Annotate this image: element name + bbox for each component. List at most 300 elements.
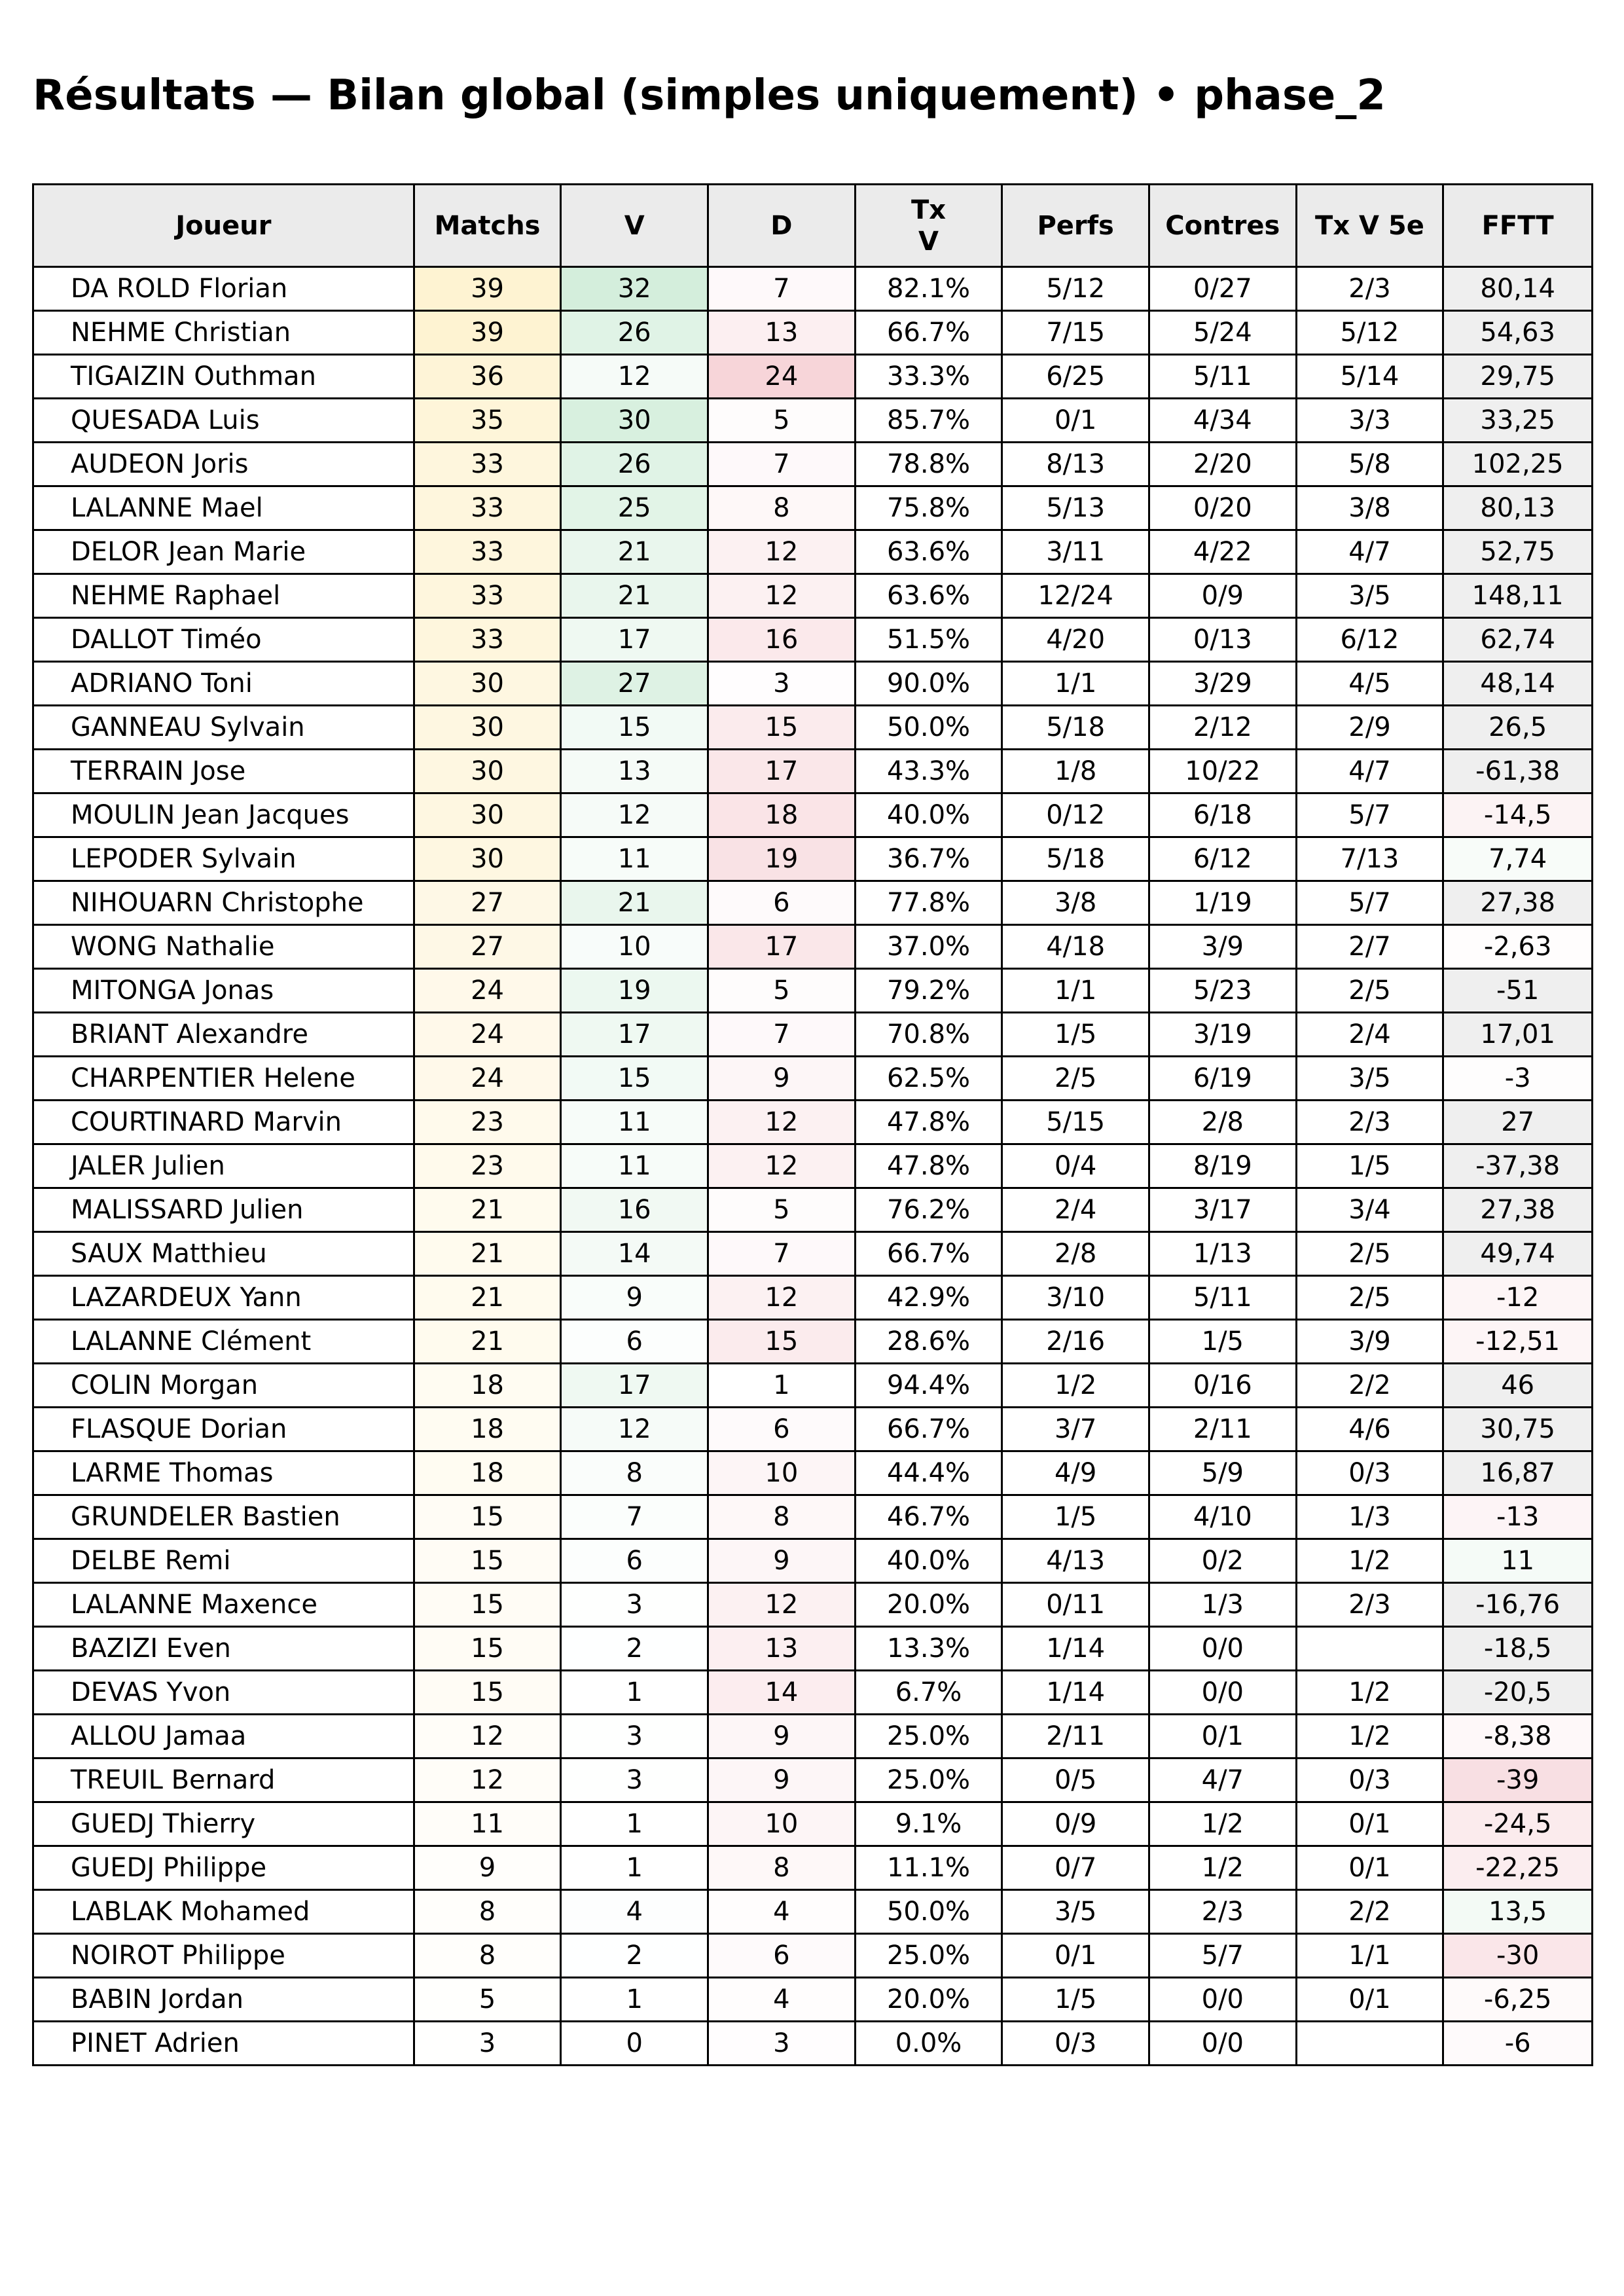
perfs-cell: 1/14 bbox=[1002, 1671, 1149, 1715]
fftt-cell: 11 bbox=[1443, 1539, 1593, 1583]
fftt-cell: 27 bbox=[1443, 1101, 1593, 1144]
perfs-cell: 5/18 bbox=[1002, 837, 1149, 881]
win-rate-5e-cell: 2/5 bbox=[1296, 1276, 1443, 1320]
matchs-cell: 24 bbox=[414, 969, 561, 1013]
win-rate-cell: 78.8% bbox=[855, 443, 1002, 486]
win-rate-5e-cell: 3/9 bbox=[1296, 1320, 1443, 1364]
perfs-cell: 1/5 bbox=[1002, 1013, 1149, 1057]
win-rate-5e-cell: 1/5 bbox=[1296, 1144, 1443, 1188]
column-header-tx-v[interactable]: Tx V bbox=[855, 185, 1002, 267]
wins-cell: 26 bbox=[561, 443, 708, 486]
win-rate-cell: 40.0% bbox=[855, 1539, 1002, 1583]
wins-cell: 21 bbox=[561, 881, 708, 925]
player-name: QUESADA Luis bbox=[33, 399, 414, 443]
column-header-matchs[interactable]: Matchs bbox=[414, 185, 561, 267]
table-row bbox=[33, 793, 1593, 837]
losses-cell: 9 bbox=[708, 1715, 856, 1758]
fftt-cell: -39 bbox=[1443, 1758, 1593, 1802]
contres-cell: 2/8 bbox=[1149, 1101, 1296, 1144]
wins-cell: 21 bbox=[561, 530, 708, 574]
wins-cell: 11 bbox=[561, 837, 708, 881]
contres-cell: 3/19 bbox=[1149, 1013, 1296, 1057]
perfs-cell: 2/5 bbox=[1002, 1057, 1149, 1101]
fftt-cell: -22,25 bbox=[1443, 1846, 1593, 1890]
fftt-cell: 49,74 bbox=[1443, 1232, 1593, 1276]
player-name: NOIROT Philippe bbox=[33, 1934, 414, 1978]
matchs-cell: 33 bbox=[414, 574, 561, 618]
perfs-cell: 0/1 bbox=[1002, 399, 1149, 443]
table-row bbox=[33, 355, 1593, 399]
matchs-cell: 21 bbox=[414, 1320, 561, 1364]
fftt-cell: 13,5 bbox=[1443, 1890, 1593, 1934]
player-name: GUEDJ Thierry bbox=[33, 1802, 414, 1846]
player-name: CHARPENTIER Helene bbox=[33, 1057, 414, 1101]
player-name: BAZIZI Even bbox=[33, 1627, 414, 1671]
losses-cell: 12 bbox=[708, 1276, 856, 1320]
wins-cell: 1 bbox=[561, 1978, 708, 2022]
win-rate-5e-cell: 2/3 bbox=[1296, 1583, 1443, 1627]
perfs-cell: 5/12 bbox=[1002, 267, 1149, 311]
win-rate-cell: 63.6% bbox=[855, 530, 1002, 574]
win-rate-5e-cell: 5/12 bbox=[1296, 311, 1443, 355]
losses-cell: 8 bbox=[708, 486, 856, 530]
win-rate-cell: 47.8% bbox=[855, 1144, 1002, 1188]
wins-cell: 3 bbox=[561, 1715, 708, 1758]
table-row bbox=[33, 1013, 1593, 1057]
matchs-cell: 27 bbox=[414, 925, 561, 969]
table-row bbox=[33, 1934, 1593, 1978]
table-row bbox=[33, 574, 1593, 618]
win-rate-cell: 70.8% bbox=[855, 1013, 1002, 1057]
column-header-joueur[interactable]: Joueur bbox=[33, 185, 414, 267]
matchs-cell: 39 bbox=[414, 311, 561, 355]
contres-cell: 0/1 bbox=[1149, 1715, 1296, 1758]
perfs-cell: 1/1 bbox=[1002, 969, 1149, 1013]
matchs-cell: 11 bbox=[414, 1802, 561, 1846]
table-row bbox=[33, 1671, 1593, 1715]
win-rate-cell: 66.7% bbox=[855, 1408, 1002, 1451]
contres-cell: 0/20 bbox=[1149, 486, 1296, 530]
win-rate-cell: 6.7% bbox=[855, 1671, 1002, 1715]
win-rate-5e-cell: 4/5 bbox=[1296, 662, 1443, 706]
wins-cell: 21 bbox=[561, 574, 708, 618]
win-rate-cell: 11.1% bbox=[855, 1846, 1002, 1890]
contres-cell: 5/7 bbox=[1149, 1934, 1296, 1978]
perfs-cell: 6/25 bbox=[1002, 355, 1149, 399]
contres-cell: 5/9 bbox=[1149, 1451, 1296, 1495]
contres-cell: 0/13 bbox=[1149, 618, 1296, 662]
fftt-cell: -8,38 bbox=[1443, 1715, 1593, 1758]
perfs-cell: 1/8 bbox=[1002, 750, 1149, 793]
table-row bbox=[33, 267, 1593, 311]
losses-cell: 9 bbox=[708, 1057, 856, 1101]
table-row bbox=[33, 443, 1593, 486]
perfs-cell: 7/15 bbox=[1002, 311, 1149, 355]
win-rate-5e-cell: 2/5 bbox=[1296, 969, 1443, 1013]
matchs-cell: 18 bbox=[414, 1451, 561, 1495]
win-rate-cell: 94.4% bbox=[855, 1364, 1002, 1408]
player-name: TERRAIN Jose bbox=[33, 750, 414, 793]
win-rate-5e-cell: 5/14 bbox=[1296, 355, 1443, 399]
wins-cell: 2 bbox=[561, 1934, 708, 1978]
table-row bbox=[33, 1846, 1593, 1890]
table-row bbox=[33, 1890, 1593, 1934]
matchs-cell: 21 bbox=[414, 1276, 561, 1320]
win-rate-cell: 76.2% bbox=[855, 1188, 1002, 1232]
matchs-cell: 33 bbox=[414, 443, 561, 486]
losses-cell: 5 bbox=[708, 399, 856, 443]
perfs-cell: 3/8 bbox=[1002, 881, 1149, 925]
win-rate-cell: 42.9% bbox=[855, 1276, 1002, 1320]
wins-cell: 12 bbox=[561, 793, 708, 837]
contres-cell: 3/17 bbox=[1149, 1188, 1296, 1232]
win-rate-cell: 25.0% bbox=[855, 1715, 1002, 1758]
perfs-cell: 4/18 bbox=[1002, 925, 1149, 969]
win-rate-5e-cell: 0/3 bbox=[1296, 1758, 1443, 1802]
perfs-cell: 2/4 bbox=[1002, 1188, 1149, 1232]
matchs-cell: 18 bbox=[414, 1364, 561, 1408]
fftt-cell: -37,38 bbox=[1443, 1144, 1593, 1188]
wins-cell: 17 bbox=[561, 1364, 708, 1408]
contres-cell: 0/0 bbox=[1149, 2022, 1296, 2066]
fftt-cell: -14,5 bbox=[1443, 793, 1593, 837]
perfs-cell: 8/13 bbox=[1002, 443, 1149, 486]
losses-cell: 3 bbox=[708, 662, 856, 706]
losses-cell: 9 bbox=[708, 1539, 856, 1583]
table-row bbox=[33, 1715, 1593, 1758]
perfs-cell: 3/10 bbox=[1002, 1276, 1149, 1320]
wins-cell: 16 bbox=[561, 1188, 708, 1232]
matchs-cell: 18 bbox=[414, 1408, 561, 1451]
player-name: NIHOUARN Christophe bbox=[33, 881, 414, 925]
perfs-cell: 5/18 bbox=[1002, 706, 1149, 750]
column-header-fftt[interactable]: FFTT bbox=[1443, 185, 1593, 267]
player-name: SAUX Matthieu bbox=[33, 1232, 414, 1276]
wins-cell: 6 bbox=[561, 1539, 708, 1583]
table-row bbox=[33, 881, 1593, 925]
fftt-cell: 33,25 bbox=[1443, 399, 1593, 443]
win-rate-5e-cell: 0/1 bbox=[1296, 1846, 1443, 1890]
perfs-cell: 1/14 bbox=[1002, 1627, 1149, 1671]
fftt-cell: 102,25 bbox=[1443, 443, 1593, 486]
win-rate-5e-cell: 5/8 bbox=[1296, 443, 1443, 486]
perfs-cell: 4/9 bbox=[1002, 1451, 1149, 1495]
win-rate-cell: 37.0% bbox=[855, 925, 1002, 969]
perfs-cell: 2/8 bbox=[1002, 1232, 1149, 1276]
losses-cell: 14 bbox=[708, 1671, 856, 1715]
losses-cell: 4 bbox=[708, 1890, 856, 1934]
win-rate-5e-cell: 1/1 bbox=[1296, 1934, 1443, 1978]
contres-cell: 6/18 bbox=[1149, 793, 1296, 837]
win-rate-5e-cell: 3/5 bbox=[1296, 1057, 1443, 1101]
win-rate-cell: 20.0% bbox=[855, 1978, 1002, 2022]
wins-cell: 0 bbox=[561, 2022, 708, 2066]
wins-cell: 17 bbox=[561, 1013, 708, 1057]
perfs-cell: 12/24 bbox=[1002, 574, 1149, 618]
fftt-cell: -12,51 bbox=[1443, 1320, 1593, 1364]
losses-cell: 3 bbox=[708, 2022, 856, 2066]
win-rate-5e-cell: 2/2 bbox=[1296, 1890, 1443, 1934]
contres-cell: 2/11 bbox=[1149, 1408, 1296, 1451]
table-row bbox=[33, 1978, 1593, 2022]
player-name: NEHME Raphael bbox=[33, 574, 414, 618]
contres-cell: 2/3 bbox=[1149, 1890, 1296, 1934]
matchs-cell: 30 bbox=[414, 793, 561, 837]
perfs-cell: 0/11 bbox=[1002, 1583, 1149, 1627]
win-rate-cell: 50.0% bbox=[855, 1890, 1002, 1934]
losses-cell: 7 bbox=[708, 267, 856, 311]
wins-cell: 2 bbox=[561, 1627, 708, 1671]
contres-cell: 1/13 bbox=[1149, 1232, 1296, 1276]
wins-cell: 15 bbox=[561, 1057, 708, 1101]
contres-cell: 1/2 bbox=[1149, 1802, 1296, 1846]
matchs-cell: 9 bbox=[414, 1846, 561, 1890]
matchs-cell: 5 bbox=[414, 1978, 561, 2022]
fftt-cell: 30,75 bbox=[1443, 1408, 1593, 1451]
table-row bbox=[33, 2022, 1593, 2066]
win-rate-cell: 79.2% bbox=[855, 969, 1002, 1013]
win-rate-5e-cell: 0/1 bbox=[1296, 1978, 1443, 2022]
win-rate-5e-cell: 2/4 bbox=[1296, 1013, 1443, 1057]
matchs-cell: 15 bbox=[414, 1583, 561, 1627]
matchs-cell: 33 bbox=[414, 530, 561, 574]
fftt-cell: 52,75 bbox=[1443, 530, 1593, 574]
wins-cell: 3 bbox=[561, 1583, 708, 1627]
win-rate-5e-cell: 1/2 bbox=[1296, 1715, 1443, 1758]
losses-cell: 6 bbox=[708, 881, 856, 925]
matchs-cell: 36 bbox=[414, 355, 561, 399]
win-rate-5e-cell: 7/13 bbox=[1296, 837, 1443, 881]
win-rate-5e-cell: 6/12 bbox=[1296, 618, 1443, 662]
contres-cell: 1/19 bbox=[1149, 881, 1296, 925]
losses-cell: 13 bbox=[708, 1627, 856, 1671]
win-rate-cell: 9.1% bbox=[855, 1802, 1002, 1846]
results-table bbox=[32, 183, 1593, 2066]
win-rate-5e-cell: 2/3 bbox=[1296, 1101, 1443, 1144]
wins-cell: 25 bbox=[561, 486, 708, 530]
perfs-cell: 0/1 bbox=[1002, 1934, 1149, 1978]
table-row bbox=[33, 1101, 1593, 1144]
losses-cell: 10 bbox=[708, 1451, 856, 1495]
column-header-tx-v-5e[interactable]: Tx V 5e bbox=[1296, 185, 1443, 267]
wins-cell: 8 bbox=[561, 1451, 708, 1495]
win-rate-cell: 50.0% bbox=[855, 706, 1002, 750]
losses-cell: 15 bbox=[708, 706, 856, 750]
contres-cell: 1/5 bbox=[1149, 1320, 1296, 1364]
wins-cell: 14 bbox=[561, 1232, 708, 1276]
win-rate-5e-cell: 2/9 bbox=[1296, 706, 1443, 750]
win-rate-cell: 77.8% bbox=[855, 881, 1002, 925]
player-name: LEPODER Sylvain bbox=[33, 837, 414, 881]
win-rate-cell: 51.5% bbox=[855, 618, 1002, 662]
table-row bbox=[33, 837, 1593, 881]
losses-cell: 4 bbox=[708, 1978, 856, 2022]
win-rate-5e-cell: 5/7 bbox=[1296, 793, 1443, 837]
table-row bbox=[33, 662, 1593, 706]
losses-cell: 10 bbox=[708, 1802, 856, 1846]
wins-cell: 19 bbox=[561, 969, 708, 1013]
win-rate-5e-cell: 2/2 bbox=[1296, 1364, 1443, 1408]
fftt-cell: -30 bbox=[1443, 1934, 1593, 1978]
wins-cell: 17 bbox=[561, 618, 708, 662]
win-rate-5e-cell: 3/4 bbox=[1296, 1188, 1443, 1232]
win-rate-5e-cell bbox=[1296, 1627, 1443, 1671]
win-rate-5e-cell: 2/7 bbox=[1296, 925, 1443, 969]
perfs-cell: 5/13 bbox=[1002, 486, 1149, 530]
win-rate-5e-cell: 3/5 bbox=[1296, 574, 1443, 618]
player-name: DELOR Jean Marie bbox=[33, 530, 414, 574]
player-name: DEVAS Yvon bbox=[33, 1671, 414, 1715]
win-rate-cell: 62.5% bbox=[855, 1057, 1002, 1101]
player-name: GUEDJ Philippe bbox=[33, 1846, 414, 1890]
win-rate-cell: 46.7% bbox=[855, 1495, 1002, 1539]
perfs-cell: 1/5 bbox=[1002, 1978, 1149, 2022]
contres-cell: 3/9 bbox=[1149, 925, 1296, 969]
win-rate-cell: 36.7% bbox=[855, 837, 1002, 881]
fftt-cell: 80,14 bbox=[1443, 267, 1593, 311]
contres-cell: 0/2 bbox=[1149, 1539, 1296, 1583]
matchs-cell: 15 bbox=[414, 1539, 561, 1583]
table-row bbox=[33, 618, 1593, 662]
wins-cell: 10 bbox=[561, 925, 708, 969]
losses-cell: 5 bbox=[708, 1188, 856, 1232]
win-rate-cell: 20.0% bbox=[855, 1583, 1002, 1627]
player-name: FLASQUE Dorian bbox=[33, 1408, 414, 1451]
fftt-cell: -20,5 bbox=[1443, 1671, 1593, 1715]
player-name: LARME Thomas bbox=[33, 1451, 414, 1495]
win-rate-cell: 66.7% bbox=[855, 311, 1002, 355]
perfs-cell: 0/4 bbox=[1002, 1144, 1149, 1188]
win-rate-cell: 44.4% bbox=[855, 1451, 1002, 1495]
win-rate-cell: 25.0% bbox=[855, 1934, 1002, 1978]
losses-cell: 12 bbox=[708, 574, 856, 618]
table-row bbox=[33, 1408, 1593, 1451]
losses-cell: 17 bbox=[708, 925, 856, 969]
fftt-cell: -6 bbox=[1443, 2022, 1593, 2066]
player-name: LAZARDEUX Yann bbox=[33, 1276, 414, 1320]
win-rate-5e-cell: 0/1 bbox=[1296, 1802, 1443, 1846]
matchs-cell: 30 bbox=[414, 837, 561, 881]
contres-cell: 1/3 bbox=[1149, 1583, 1296, 1627]
contres-cell: 5/24 bbox=[1149, 311, 1296, 355]
win-rate-cell: 28.6% bbox=[855, 1320, 1002, 1364]
matchs-cell: 12 bbox=[414, 1758, 561, 1802]
matchs-cell: 8 bbox=[414, 1934, 561, 1978]
contres-cell: 4/10 bbox=[1149, 1495, 1296, 1539]
matchs-cell: 24 bbox=[414, 1013, 561, 1057]
fftt-cell: -24,5 bbox=[1443, 1802, 1593, 1846]
table-row bbox=[33, 969, 1593, 1013]
fftt-cell: 27,38 bbox=[1443, 881, 1593, 925]
losses-cell: 15 bbox=[708, 1320, 856, 1364]
perfs-cell: 1/2 bbox=[1002, 1364, 1149, 1408]
table-row bbox=[33, 1188, 1593, 1232]
perfs-cell: 0/3 bbox=[1002, 2022, 1149, 2066]
fftt-cell: -51 bbox=[1443, 969, 1593, 1013]
win-rate-5e-cell: 3/3 bbox=[1296, 399, 1443, 443]
contres-cell: 4/7 bbox=[1149, 1758, 1296, 1802]
contres-cell: 2/20 bbox=[1149, 443, 1296, 486]
losses-cell: 13 bbox=[708, 311, 856, 355]
column-header-v[interactable]: V bbox=[561, 185, 708, 267]
wins-cell: 6 bbox=[561, 1320, 708, 1364]
wins-cell: 11 bbox=[561, 1144, 708, 1188]
contres-cell: 6/12 bbox=[1149, 837, 1296, 881]
contres-cell: 1/2 bbox=[1149, 1846, 1296, 1890]
fftt-cell: -2,63 bbox=[1443, 925, 1593, 969]
matchs-cell: 12 bbox=[414, 1715, 561, 1758]
contres-cell: 0/0 bbox=[1149, 1627, 1296, 1671]
wins-cell: 4 bbox=[561, 1890, 708, 1934]
win-rate-5e-cell: 1/2 bbox=[1296, 1539, 1443, 1583]
losses-cell: 6 bbox=[708, 1408, 856, 1451]
fftt-cell: -6,25 bbox=[1443, 1978, 1593, 2022]
wins-cell: 1 bbox=[561, 1846, 708, 1890]
matchs-cell: 33 bbox=[414, 486, 561, 530]
table-row bbox=[33, 1539, 1593, 1583]
table-row bbox=[33, 530, 1593, 574]
table-row bbox=[33, 1144, 1593, 1188]
column-header-contres[interactable]: Contres bbox=[1149, 185, 1296, 267]
table-row bbox=[33, 1802, 1593, 1846]
losses-cell: 7 bbox=[708, 1013, 856, 1057]
win-rate-cell: 82.1% bbox=[855, 267, 1002, 311]
wins-cell: 32 bbox=[561, 267, 708, 311]
win-rate-5e-cell: 1/2 bbox=[1296, 1671, 1443, 1715]
matchs-cell: 33 bbox=[414, 618, 561, 662]
fftt-cell: 62,74 bbox=[1443, 618, 1593, 662]
losses-cell: 8 bbox=[708, 1846, 856, 1890]
contres-cell: 4/34 bbox=[1149, 399, 1296, 443]
contres-cell: 4/22 bbox=[1149, 530, 1296, 574]
page-title: Résultats — Bilan global (simples uniquement) • phase_2 bbox=[33, 71, 1386, 120]
matchs-cell: 39 bbox=[414, 267, 561, 311]
contres-cell: 5/23 bbox=[1149, 969, 1296, 1013]
losses-cell: 7 bbox=[708, 1232, 856, 1276]
player-name: GANNEAU Sylvain bbox=[33, 706, 414, 750]
column-header-perfs[interactable]: Perfs bbox=[1002, 185, 1149, 267]
player-name: TREUIL Bernard bbox=[33, 1758, 414, 1802]
losses-cell: 19 bbox=[708, 837, 856, 881]
player-name: MALISSARD Julien bbox=[33, 1188, 414, 1232]
matchs-cell: 8 bbox=[414, 1890, 561, 1934]
column-header-d[interactable]: D bbox=[708, 185, 856, 267]
table-row bbox=[33, 486, 1593, 530]
fftt-cell: -16,76 bbox=[1443, 1583, 1593, 1627]
losses-cell: 1 bbox=[708, 1364, 856, 1408]
contres-cell: 6/19 bbox=[1149, 1057, 1296, 1101]
fftt-cell: 48,14 bbox=[1443, 662, 1593, 706]
contres-cell: 0/0 bbox=[1149, 1671, 1296, 1715]
matchs-cell: 23 bbox=[414, 1101, 561, 1144]
win-rate-5e-cell: 4/6 bbox=[1296, 1408, 1443, 1451]
matchs-cell: 3 bbox=[414, 2022, 561, 2066]
win-rate-5e-cell: 2/5 bbox=[1296, 1232, 1443, 1276]
fftt-cell: 16,87 bbox=[1443, 1451, 1593, 1495]
table-row bbox=[33, 311, 1593, 355]
win-rate-cell: 40.0% bbox=[855, 793, 1002, 837]
win-rate-5e-cell bbox=[1296, 2022, 1443, 2066]
player-name: DALLOT Timéo bbox=[33, 618, 414, 662]
table-body bbox=[33, 267, 1593, 2066]
wins-cell: 12 bbox=[561, 355, 708, 399]
fftt-cell: 29,75 bbox=[1443, 355, 1593, 399]
perfs-cell: 0/9 bbox=[1002, 1802, 1149, 1846]
win-rate-5e-cell: 1/3 bbox=[1296, 1495, 1443, 1539]
win-rate-cell: 63.6% bbox=[855, 574, 1002, 618]
win-rate-5e-cell: 2/3 bbox=[1296, 267, 1443, 311]
contres-cell: 10/22 bbox=[1149, 750, 1296, 793]
